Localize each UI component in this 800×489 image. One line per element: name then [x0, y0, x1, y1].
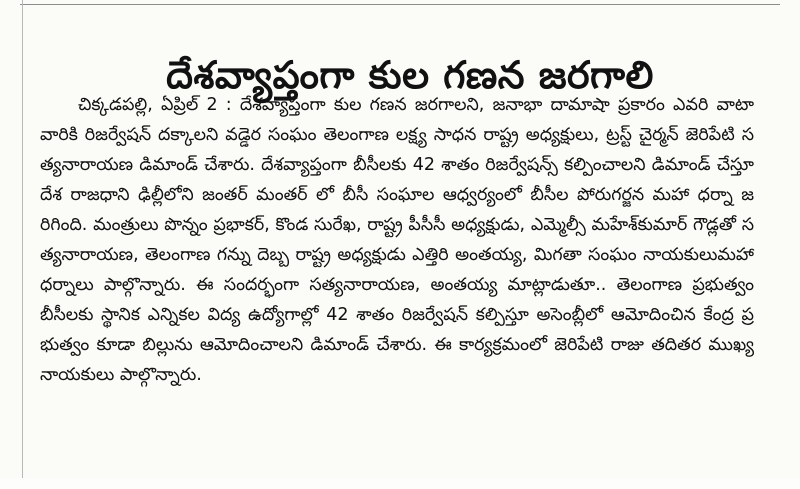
- top-divider: [20, 4, 780, 5]
- article-body: చిక్కడపల్లి, ఏప్రిల్ 2 : దేశవ్యాప్తంగా కుల గణన జరగాలని, జనాభా దామాషా ప్రకారం ఎవరి వాటా వారికి రిజర్వేషన్ దక్కాలని వడ్డెర సంఘం తెలంగాణ లక్ష్య సాధన రాష్ట్ర అధ్యక్షులు, ట్రస్ట్ చైర్మన్ జెరిపేటి సత్యనారాయణ డిమాండ్ చేశారు. దేశవ్యాప్తంగా బీసీలకు 42 శాతం రిజర్వేషన్స్ కల్పించాలని డిమాండ్ చేస్తూ దేశ రాజధాని ఢిల్లీలోని జంతర్ మంతర్ లో బీసీ సంఘాల ఆధ్వర్యంలో బీసీల పోరుగర్జన మహా ధర్నా జరిగింది. మంత్రులు పొన్నం ప్రభాకర్, కొండ సురేఖ, రాష్ట్ర పీసీసీ అధ్యక్షుడు, ఎమ్మెల్సీ మహేశ్‌కుమార్ గౌడ్లతో సత్యనారాయణ, తెలంగాణ గన్ను దెబ్బ రాష్ట్ర అధ్యక్షుడు ఎత్తిరి అంతయ్య, మిగతా సంఘం నాయకులుమహా ధర్నాలు పాల్గొన్నారు. ఈ సందర్భంగా సత్యనారాయణ, అంతయ్య మాట్లాడుతూ.. తెలంగాణ ప్రభుత్వం బీసీలకు స్థానిక ఎన్నికల విద్య ఉద్యోగాల్లో 42 శాతం రిజర్వేషన్ కల్పిస్తూ అసెంబ్లీలో ఆమోదించిన కేంద్ర ప్రభుత్వం కూడా బిల్లును ఆమోదించాలని డిమాండ్ చేశారు. ఈ కార్యక్రమంలో జెరిపేటి రాజు తదితర ముఖ్య నాయకులు పాల్గొన్నారు.: [40, 95, 754, 385]
- article-headline: దేశవ్యాప్తంగా కుల గణన జరగాలి: [166, 53, 654, 98]
- column-divider: [22, 0, 23, 478]
- next-article-headline-cropped: [88, 459, 778, 489]
